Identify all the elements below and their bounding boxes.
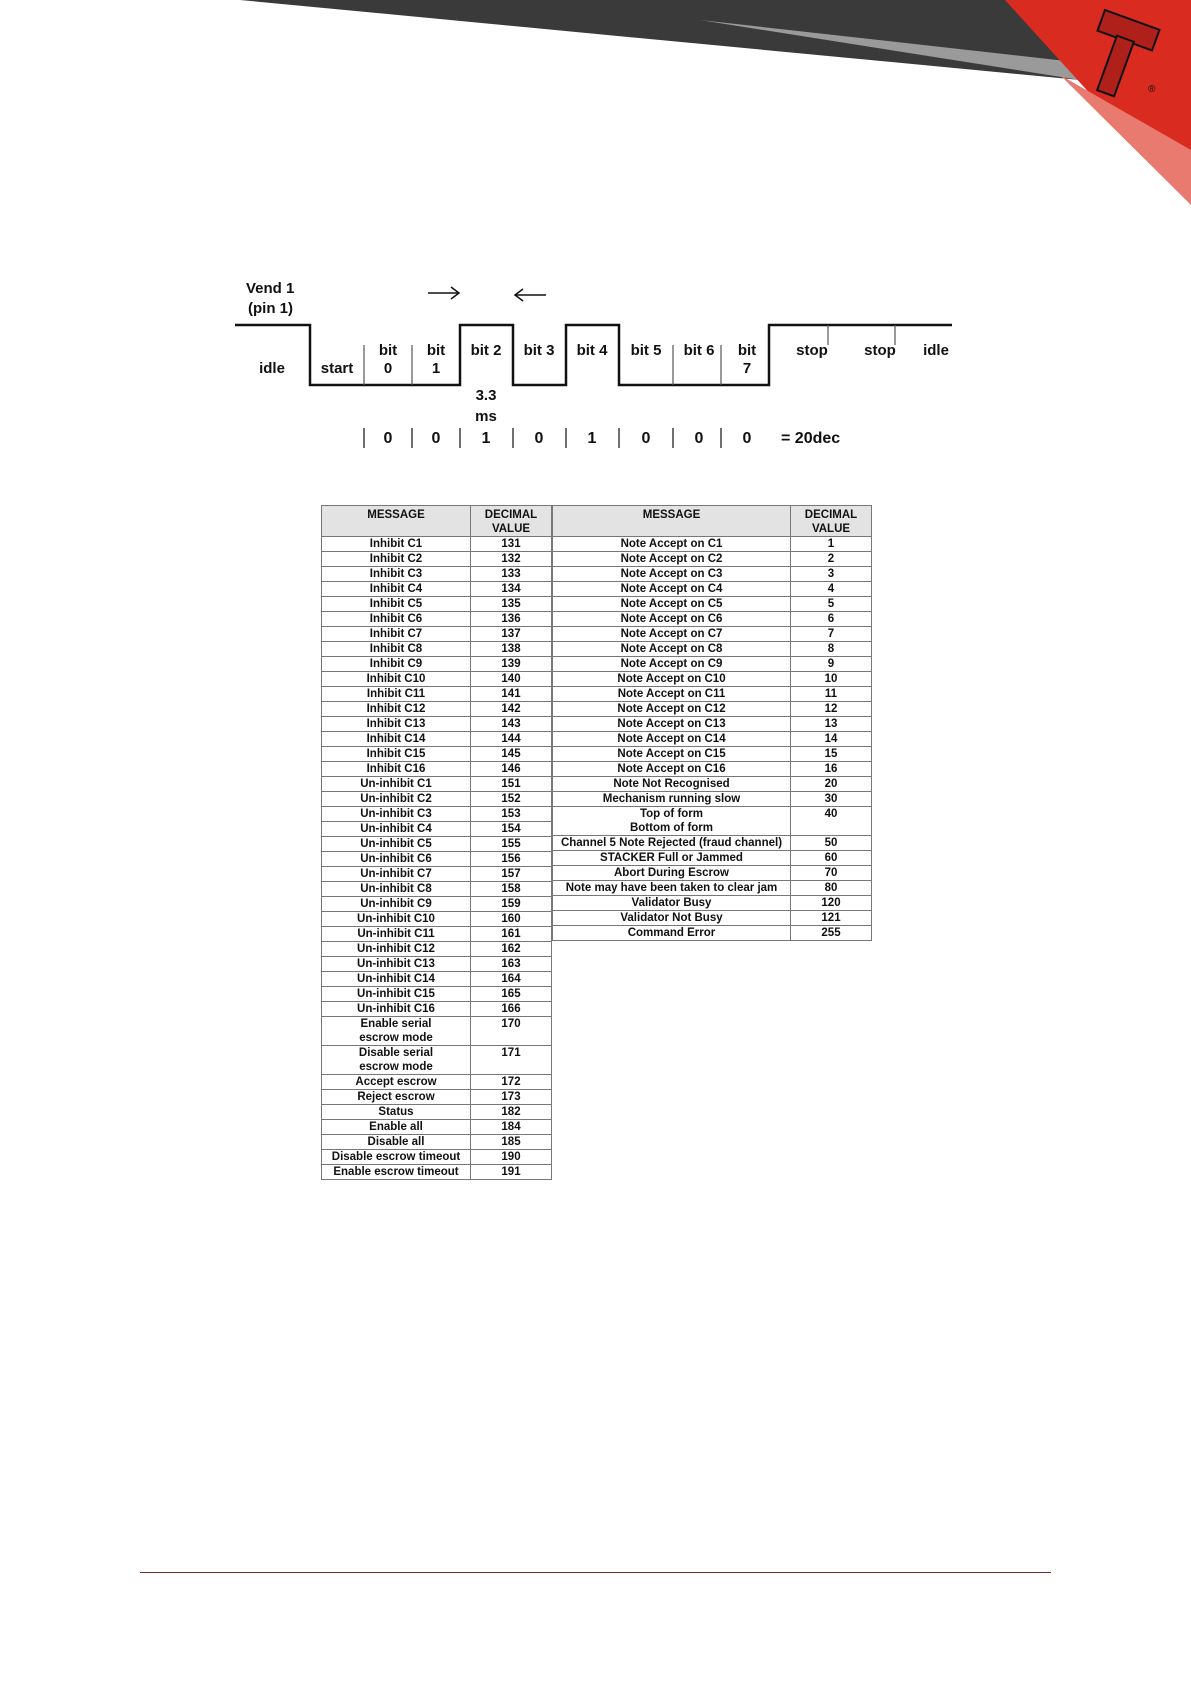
message-cell: Note Accept on C8 (553, 642, 791, 657)
decimal-result: = 20dec (781, 430, 841, 447)
table-row (553, 911, 872, 926)
table-row (553, 866, 872, 881)
message-cell: Un-inhibit C1 (322, 777, 471, 792)
message-cell: Status (322, 1105, 471, 1120)
decimal-cell: 12 (791, 702, 872, 717)
message-cell: Channel 5 Note Rejected (fraud channel) (553, 836, 791, 851)
table-row (322, 687, 552, 702)
table-row (322, 762, 552, 777)
decimal-cell: 159 (471, 897, 552, 912)
message-cell: Inhibit C3 (322, 567, 471, 582)
decimal-cell: 171 (471, 1046, 552, 1075)
slot-stop2-label: stop (864, 342, 896, 359)
message-cell: Note Accept on C7 (553, 627, 791, 642)
message-cell: Command Error (553, 926, 791, 941)
slot-bit7-num: 7 (742, 360, 752, 377)
decimal-cell: 155 (471, 837, 552, 852)
message-cell: Inhibit C1 (322, 537, 471, 552)
commands-table-body (322, 537, 552, 1180)
decimal-cell: 11 (791, 687, 872, 702)
decimal-cell: 151 (471, 777, 552, 792)
message-cell: Inhibit C9 (322, 657, 471, 672)
message-cell: Un-inhibit C10 (322, 912, 471, 927)
decimal-cell: 60 (791, 851, 872, 866)
decimal-cell: 136 (471, 612, 552, 627)
table-row (322, 1075, 552, 1090)
decimal-cell: 172 (471, 1075, 552, 1090)
table-row (553, 807, 872, 836)
message-cell: Un-inhibit C14 (322, 972, 471, 987)
message-cell: Accept escrow (322, 1075, 471, 1090)
registered-mark-icon: ® (1148, 84, 1156, 95)
decimal-cell: 133 (471, 567, 552, 582)
message-cell: Un-inhibit C8 (322, 882, 471, 897)
table-row (553, 537, 872, 552)
message-cell: Note Accept on C12 (553, 702, 791, 717)
message-cell: Un-inhibit C9 (322, 897, 471, 912)
decimal-cell: 160 (471, 912, 552, 927)
table-row (553, 582, 872, 597)
decimal-cell: 10 (791, 672, 872, 687)
decimal-cell: 20 (791, 777, 872, 792)
decimal-cell: 157 (471, 867, 552, 882)
message-cell: Enable serial escrow mode (322, 1017, 471, 1046)
table-row (322, 627, 552, 642)
decimal-cell: 184 (471, 1120, 552, 1135)
decimal-cell: 163 (471, 957, 552, 972)
slot-bit3-label: bit 3 (523, 342, 555, 359)
message-cell: Inhibit C13 (322, 717, 471, 732)
decimal-cell: 15 (791, 747, 872, 762)
message-cell: Inhibit C2 (322, 552, 471, 567)
slot-stop1-label: stop (796, 342, 828, 359)
table-row (553, 747, 872, 762)
message-cell: Note Accept on C5 (553, 597, 791, 612)
decimal-cell: 137 (471, 627, 552, 642)
decimal-cell: 166 (471, 1002, 552, 1017)
bit-value: 0 (694, 430, 704, 447)
message-cell: Un-inhibit C3 (322, 807, 471, 822)
table-row (322, 927, 552, 942)
table-row (322, 642, 552, 657)
bit-time-value: 3.3 (475, 387, 497, 404)
table-row (553, 702, 872, 717)
signal-label-1: Vend 1 (246, 280, 295, 297)
decimal-cell: 190 (471, 1150, 552, 1165)
bit-time-unit: ms (475, 408, 497, 425)
message-cell: Note Not Recognised (553, 777, 791, 792)
message-cell: Un-inhibit C13 (322, 957, 471, 972)
message-cell: Un-inhibit C16 (322, 1002, 471, 1017)
slot-bit1-label: bit (426, 342, 446, 359)
message-cell: Enable all (322, 1120, 471, 1135)
decimal-cell: 161 (471, 927, 552, 942)
decimal-cell: 139 (471, 657, 552, 672)
slot-bit5-label: bit 5 (630, 342, 662, 359)
decimal-cell: 173 (471, 1090, 552, 1105)
decimal-cell: 154 (471, 822, 552, 837)
table-row (322, 582, 552, 597)
commands-table (321, 505, 552, 1180)
table-row (553, 896, 872, 911)
message-cell: Abort During Escrow (553, 866, 791, 881)
slot-bit0-num: 0 (383, 360, 393, 377)
decimal-cell: 164 (471, 972, 552, 987)
message-cell: Disable all (322, 1135, 471, 1150)
decimal-cell: 2 (791, 552, 872, 567)
bit-value: 0 (431, 430, 441, 447)
message-cell: Note Accept on C2 (553, 552, 791, 567)
arrow-left-icon (515, 289, 546, 301)
arrow-right-icon (428, 287, 459, 299)
table-row (553, 612, 872, 627)
decimal-cell: 5 (791, 597, 872, 612)
table-row (553, 792, 872, 807)
table-row (553, 836, 872, 851)
table-row (322, 702, 552, 717)
table-row (322, 987, 552, 1002)
table-row (322, 732, 552, 747)
slot-bit0-label: bit (378, 342, 398, 359)
column-header-decimal: DECIMAL VALUE (791, 506, 872, 537)
message-cell: Note Accept on C10 (553, 672, 791, 687)
decimal-cell: 4 (791, 582, 872, 597)
table-row (322, 567, 552, 582)
slot-bit6-label: bit 6 (683, 342, 715, 359)
table-row (322, 882, 552, 897)
message-cell: Inhibit C8 (322, 642, 471, 657)
message-cell: Inhibit C5 (322, 597, 471, 612)
decimal-cell: 141 (471, 687, 552, 702)
message-cell: Disable escrow timeout (322, 1150, 471, 1165)
message-cell: Note Accept on C13 (553, 717, 791, 732)
decimal-cell: 1 (791, 537, 872, 552)
decimal-cell: 185 (471, 1135, 552, 1150)
decimal-cell: 80 (791, 881, 872, 896)
message-cell: Note Accept on C16 (553, 762, 791, 777)
message-cell: Un-inhibit C12 (322, 942, 471, 957)
decimal-cell: 9 (791, 657, 872, 672)
message-cell: Un-inhibit C2 (322, 792, 471, 807)
message-cell: Note Accept on C3 (553, 567, 791, 582)
decimal-cell: 16 (791, 762, 872, 777)
column-header-message: MESSAGE (322, 506, 471, 537)
table-row (553, 627, 872, 642)
table-row (322, 1165, 552, 1180)
decimal-cell: 7 (791, 627, 872, 642)
table-row (322, 672, 552, 687)
message-cell: Note Accept on C4 (553, 582, 791, 597)
message-cell: Inhibit C7 (322, 627, 471, 642)
message-cell: Disable serial escrow mode (322, 1046, 471, 1075)
column-header-message: MESSAGE (553, 506, 791, 537)
decimal-cell: 145 (471, 747, 552, 762)
message-cell: Inhibit C12 (322, 702, 471, 717)
message-cell: Mechanism running slow (553, 792, 791, 807)
decimal-cell: 132 (471, 552, 552, 567)
table-row (553, 717, 872, 732)
slot-bit1-num: 1 (431, 360, 441, 377)
message-cell: Note Accept on C6 (553, 612, 791, 627)
message-cell: Inhibit C4 (322, 582, 471, 597)
slot-bit7-label: bit (737, 342, 757, 359)
bit-value: 0 (742, 430, 752, 447)
decimal-cell: 153 (471, 807, 552, 822)
table-row (322, 597, 552, 612)
message-cell: Note may have been taken to clear jam (553, 881, 791, 896)
table-row (322, 897, 552, 912)
table-row (553, 567, 872, 582)
table-row (322, 1150, 552, 1165)
decimal-cell: 134 (471, 582, 552, 597)
table-row (553, 657, 872, 672)
table-row (553, 762, 872, 777)
message-cell: STACKER Full or Jammed (553, 851, 791, 866)
responses-table-body (553, 537, 872, 941)
table-row (553, 777, 872, 792)
table-row (553, 851, 872, 866)
decimal-cell: 135 (471, 597, 552, 612)
bit-value: 1 (587, 430, 597, 447)
table-row (322, 1046, 552, 1075)
decimal-cell: 120 (791, 896, 872, 911)
bit-value: 0 (534, 430, 544, 447)
message-cell: Un-inhibit C15 (322, 987, 471, 1002)
decimal-cell: 13 (791, 717, 872, 732)
table-row (322, 1002, 552, 1017)
decimal-cell: 3 (791, 567, 872, 582)
table-row (322, 657, 552, 672)
message-cell: Note Accept on C15 (553, 747, 791, 762)
message-cell: Inhibit C16 (322, 762, 471, 777)
decimal-cell: 143 (471, 717, 552, 732)
bit-value: 1 (481, 430, 491, 447)
decimal-cell: 30 (791, 792, 872, 807)
message-cell: Inhibit C11 (322, 687, 471, 702)
decimal-cell: 165 (471, 987, 552, 1002)
table-row (322, 612, 552, 627)
decimal-cell: 14 (791, 732, 872, 747)
table-row (322, 837, 552, 852)
decimal-cell: 8 (791, 642, 872, 657)
decimal-cell: 40 (791, 807, 872, 836)
table-row (322, 792, 552, 807)
slot-bit2-label: bit 2 (470, 342, 502, 359)
table-row (322, 747, 552, 762)
table-row (322, 942, 552, 957)
table-row (322, 1017, 552, 1046)
decimal-cell: 162 (471, 942, 552, 957)
message-cell: Validator Busy (553, 896, 791, 911)
message-cell: Note Accept on C14 (553, 732, 791, 747)
message-cell: Top of form Bottom of form (553, 807, 791, 836)
decimal-cell: 146 (471, 762, 552, 777)
decimal-cell: 6 (791, 612, 872, 627)
bit-value: 0 (383, 430, 393, 447)
message-cell: Inhibit C10 (322, 672, 471, 687)
decimal-cell: 191 (471, 1165, 552, 1180)
table-row (322, 552, 552, 567)
table-row (553, 642, 872, 657)
decimal-cell: 70 (791, 866, 872, 881)
slot-idle2-label: idle (923, 342, 949, 359)
table-row (322, 852, 552, 867)
message-cell: Note Accept on C11 (553, 687, 791, 702)
message-cell: Un-inhibit C5 (322, 837, 471, 852)
table-row (553, 687, 872, 702)
table-row (322, 717, 552, 732)
table-row (322, 1090, 552, 1105)
decimal-cell: 158 (471, 882, 552, 897)
table-row (553, 672, 872, 687)
slot-start-label: start (320, 360, 354, 377)
table-row (322, 807, 552, 822)
table-row (322, 537, 552, 552)
decimal-cell: 140 (471, 672, 552, 687)
table-row (322, 972, 552, 987)
slot-idle-label: idle (259, 360, 285, 377)
responses-table (552, 505, 872, 941)
timing-diagram (225, 270, 985, 470)
decimal-cell: 152 (471, 792, 552, 807)
table-row (553, 552, 872, 567)
message-cell: Inhibit C15 (322, 747, 471, 762)
table-row (322, 957, 552, 972)
message-cell: Inhibit C6 (322, 612, 471, 627)
table-row (322, 777, 552, 792)
message-cell: Inhibit C14 (322, 732, 471, 747)
message-cell: Validator Not Busy (553, 911, 791, 926)
decimal-cell: 50 (791, 836, 872, 851)
decimal-cell: 156 (471, 852, 552, 867)
signal-label-2: (pin 1) (248, 300, 293, 317)
table-row (553, 881, 872, 896)
message-cell: Un-inhibit C6 (322, 852, 471, 867)
decimal-cell: 170 (471, 1017, 552, 1046)
decimal-cell: 142 (471, 702, 552, 717)
message-cell: Note Accept on C1 (553, 537, 791, 552)
table-row (553, 926, 872, 941)
message-cell: Un-inhibit C11 (322, 927, 471, 942)
table-row (322, 1135, 552, 1150)
decimal-cell: 144 (471, 732, 552, 747)
table-row (322, 1120, 552, 1135)
slot-bit4-label: bit 4 (576, 342, 608, 359)
bit-value: 0 (641, 430, 651, 447)
table-row (322, 822, 552, 837)
table-row (553, 597, 872, 612)
decimal-cell: 131 (471, 537, 552, 552)
column-header-decimal: DECIMAL VALUE (471, 506, 552, 537)
table-row (322, 912, 552, 927)
message-cell: Note Accept on C9 (553, 657, 791, 672)
message-cell: Un-inhibit C7 (322, 867, 471, 882)
decimal-cell: 255 (791, 926, 872, 941)
message-cell: Enable escrow timeout (322, 1165, 471, 1180)
header-banner (0, 0, 1191, 220)
table-row (553, 732, 872, 747)
table-row (322, 867, 552, 882)
message-cell: Un-inhibit C4 (322, 822, 471, 837)
message-cell: Reject escrow (322, 1090, 471, 1105)
decimal-cell: 138 (471, 642, 552, 657)
footer-divider (140, 1572, 1051, 1573)
table-row (322, 1105, 552, 1120)
decimal-cell: 182 (471, 1105, 552, 1120)
decimal-cell: 121 (791, 911, 872, 926)
